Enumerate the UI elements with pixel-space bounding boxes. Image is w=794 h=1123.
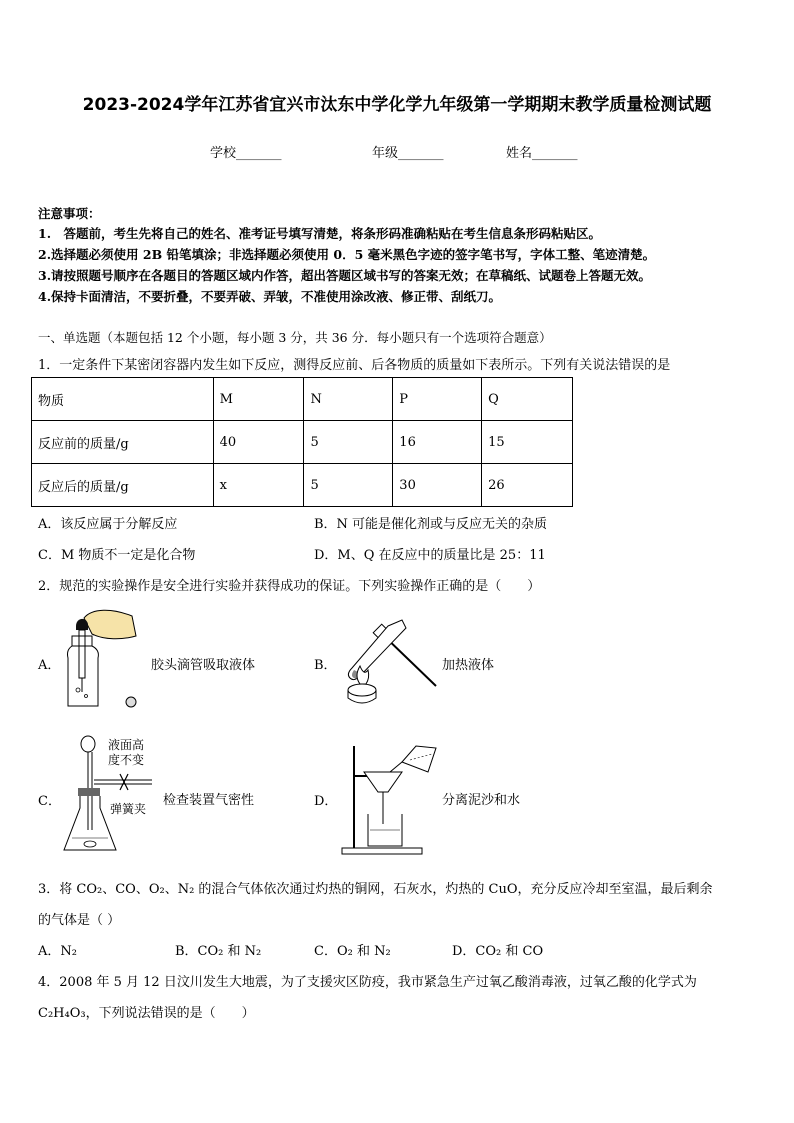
table-cell: x [213,464,304,507]
grade-field: 年级_______ [372,146,444,161]
q2-option-a-text: 胶头滴管吸取液体 [151,658,256,673]
q1-option-c: C．M 物质不一定是化合物 [38,548,196,563]
q2-option-c-label-2: 度不变 [108,753,145,767]
table-row [32,464,573,507]
filtration-illustration-icon [340,742,444,856]
q2-option-d-text: 分离泥沙和水 [442,793,521,808]
q2-option-c-label-1: 液面高 [108,738,145,752]
table-cell: 15 [482,421,573,464]
table-cell: 5 [304,421,393,464]
table-cell: 反应后的质量/g [32,464,214,507]
q4-stem-line-1: 4．2008 年 5 月 12 日汶川发生大地震，为了支援灾区防疫，我市紧急生产过氧乙酸消毒液，过氧乙酸的化学式为 [38,975,697,990]
q3-option-b: B．CO₂ 和 N₂ [175,944,262,959]
table-cell: 26 [482,464,573,507]
q3-option-c: C．O₂ 和 N₂ [314,944,391,959]
name-field: 姓名_______ [506,146,578,161]
notes-heading: 注意事项： [38,206,101,221]
table-cell: 30 [393,464,482,507]
q3-option-a: A．N₂ [38,944,77,959]
q1-stem: 1．一定条件下某密闭容器内发生如下反应，测得反应前、后各物质的质量如下表所示。下列有关说法错误的是 [38,358,671,373]
q1-table [31,377,573,507]
table-cell: 物质 [32,378,214,421]
table-cell: 16 [393,421,482,464]
q1-option-d: D．M、Q 在反应中的质量比是 25：11 [314,548,546,563]
table-cell: M [213,378,304,421]
table-cell: N [304,378,393,421]
q2-stem: 2．规范的实验操作是安全进行实验并获得成功的保证。下列实验操作正确的是（ ） [38,579,541,594]
note-item-4: 4.保持卡面清洁，不要折叠，不要弄破、弄皱，不准使用涂改液、修正带、刮纸刀。 [38,289,502,304]
table-cell: 40 [213,421,304,464]
q2-option-c-text: 检查装置气密性 [163,793,255,808]
q2-option-b-text: 加热液体 [442,658,495,673]
school-field: 学校_______ [210,146,282,161]
note-item-3: 3.请按照题号顺序在各题目的答题区域内作答，超出答题区域书写的答案无效；在草稿纸、试题卷上答题无效。 [38,268,652,283]
q1-option-a: A．该反应属于分解反应 [38,517,178,532]
q2-option-d-letter: D． [314,794,338,809]
table-row [32,421,573,464]
q3-stem-line-1: 3．将 CO₂、CO、O₂、N₂ 的混合气体依次通过灼热的铜网，石灰水，灼热的 CuO，充分反应冷却至室温，最后剩余 [38,882,713,897]
section-heading: 一、单选题（本题包括 12 个小题，每小题 3 分，共 36 分．每小题只有一个选项符合题意） [38,330,552,345]
heating-tube-illustration-icon [340,618,440,710]
q2-option-c-letter: C． [38,794,61,809]
note-item-2: 2.选择题必须使用 2B 铅笔填涂；非选择题必须使用 0．5 毫米黑色字迹的签字笔书写，字体工整、笔迹清楚。 [38,247,656,262]
q1-option-b: B．N 可能是催化剂或与反应无关的杂质 [314,517,548,532]
table-cell: 反应前的质量/g [32,421,214,464]
table-cell: P [393,378,482,421]
dropper-illustration-icon [62,606,142,716]
q2-option-b-letter: B． [314,658,337,673]
table-cell: Q [482,378,573,421]
table-row [32,378,573,421]
q2-option-c-label-3: 弹簧夹 [110,802,147,816]
page-title: 2023-2024学年江苏省宜兴市汰东中学化学九年级第一学期期末教学质量检测试题 [82,95,712,115]
q3-option-d: D．CO₂ 和 CO [452,944,544,959]
table-cell: 5 [304,464,393,507]
q3-stem-line-2: 的气体是（ ） [38,913,121,928]
q2-option-a-letter: A． [38,658,61,673]
note-item-1: 1. 答题前，考生先将自己的姓名、准考证号填写清楚，将条形码准确粘贴在考生信息条形码粘贴区。 [38,226,602,241]
q4-stem-line-2: C₂H₄O₃，下列说法错误的是（ ） [38,1006,255,1021]
